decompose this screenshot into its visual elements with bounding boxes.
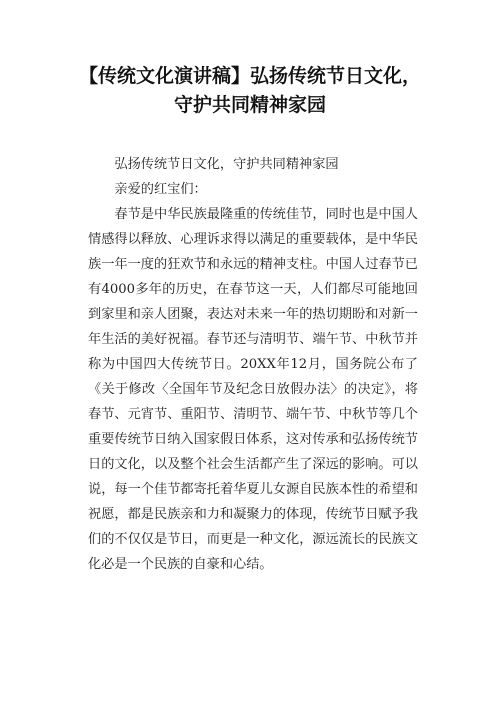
salutation: 亲爱的红宝们：	[114, 182, 207, 197]
title-line-1: 【传统文化演讲稿】弘扬传统节日文化，	[78, 65, 421, 87]
speech-subtitle: 弘扬传统节日文化，守护共同精神家园	[114, 157, 339, 172]
document-body	[88, 152, 418, 577]
title-line-2: 守护共同精神家园	[173, 94, 326, 116]
document-title	[60, 62, 440, 120]
body-paragraph: 春节是中华民族最隆重的传统佳节，同时也是中国人情感得以释放、心理诉求得以满足的重要载体，是中华民族一年一度的狂欢节和永远的精神支柱。中国人过春节已有4000多年的历史，在春节这一天，人们都尽可能地回到家里和亲人团聚，表达对未来一年的热切期盼和对新一年生活的美好祝福。春节还与清明节、端午节、中秋节并称为中国四大传统节日。20XX年12月，国务院公布了《关于修改〈全国年节及纪念日放假办法〉的决定》，将春节、元宵节、重阳节、清明节、端午节、中秋节等几个重要传统节日纳入国家假日体系，这对传承和弘扬传统节日的文化，以及整个社会生活都产生了深远的影响。可以说，每一个佳节都寄托着华夏儿女源自民族本性的希望和祝愿，都是民族亲和力和凝聚力的体现，传统节日赋予我们的不仅仅是节日，而更是一种文化，源远流长的民族文化必是一个民族的自豪和心结。	[88, 207, 418, 572]
